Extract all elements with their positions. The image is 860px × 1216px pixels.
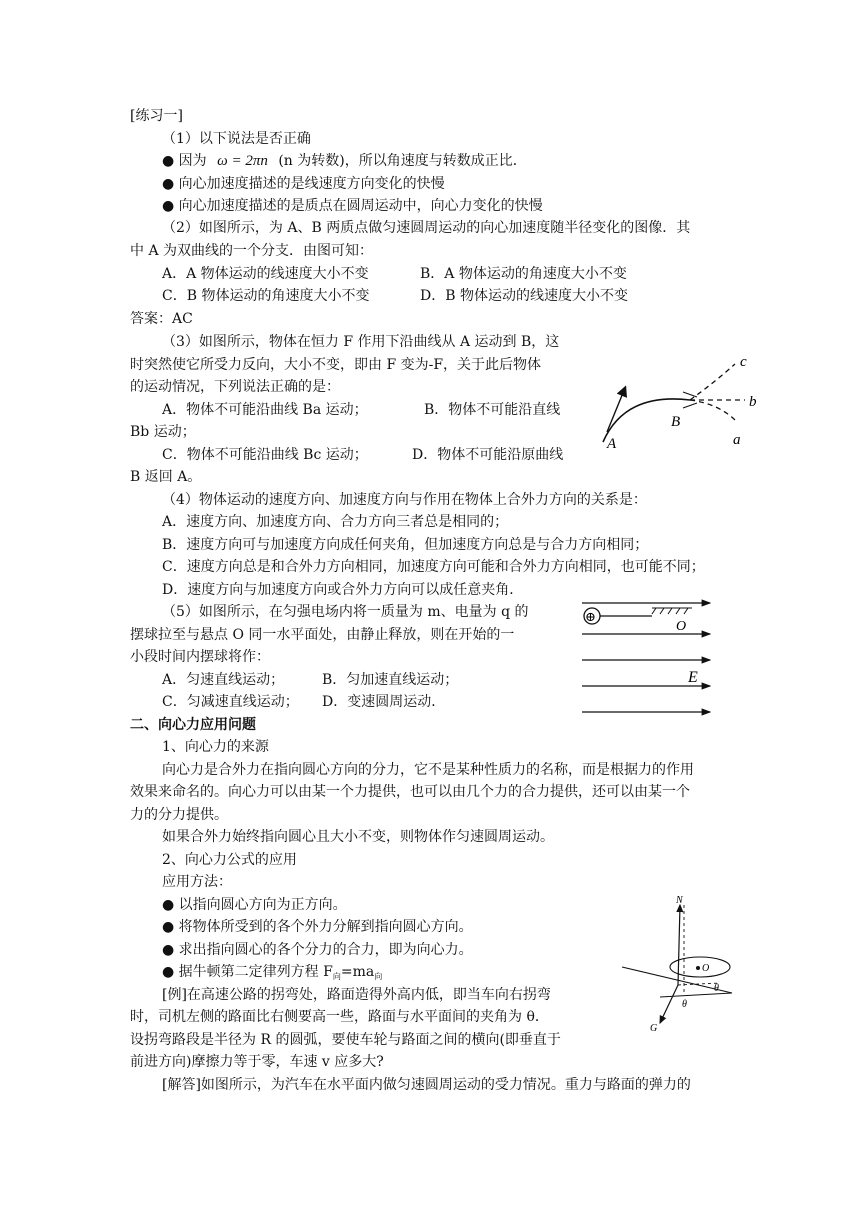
method-step-4-b: =ma xyxy=(340,964,375,980)
subheading-source: 1、向心力的来源 xyxy=(162,739,269,755)
label-a: a xyxy=(733,432,741,448)
paragraph-1-line-2: 效果来命名的。向心力可以由某一个力提供，也可以由几个力的合力提供，还可以由某一个 xyxy=(130,784,690,800)
solution-line-1: [解答]如图所示，为汽车在水平面内做匀速圆周运动的受力情况。重力与路面的弹力的 xyxy=(162,1077,691,1093)
ceiling-hatch xyxy=(652,608,692,614)
q5-option-b: B．匀加速直线运动； xyxy=(322,672,459,688)
question-1-stem: （1）以下说法是否正确 xyxy=(162,131,311,147)
q3-option-a: A．物体不可能沿曲线 Ba 运动； xyxy=(162,402,368,418)
method-step-2: ● 将物体所受到的各个外力分解到指向圆心方向。 xyxy=(162,919,473,935)
example-line-2: 时，司机左侧的路面比右侧要高一些，路面与水平面间的夹角为 θ． xyxy=(130,1009,549,1025)
electric-field-figure xyxy=(572,598,717,718)
omega-formula: ω = 2πn xyxy=(217,153,268,169)
question-5-stem-cont-2: 小段时间内摆球将作： xyxy=(130,649,270,665)
question-3-stem-cont-1: 时突然使它所受力反向，大小不变，即由 F 变为-F，关于此后物体 xyxy=(130,357,542,373)
label-O: O xyxy=(676,619,687,634)
statement-3: ● 向心加速度描述的是质点在圆周运动中，向心力变化的快慢 xyxy=(162,198,543,214)
q2-option-b: B．A 物体运动的角速度大小不变 xyxy=(420,266,627,282)
question-3-stem: （3）如图所示，物体在恒力 F 作用下沿曲线从 A 运动到 B，这 xyxy=(162,334,560,350)
method-step-4-a: ● 据牛顿第二定律列方程 F xyxy=(162,964,333,980)
section-heading-exercise-1: [练习一] xyxy=(130,108,183,124)
question-4-stem: （4）物体运动的速度方向、加速度方向与作用在物体上合外力方向的关系是： xyxy=(162,492,647,508)
q4-option-b: B．速度方向可与加速度方向成任何夹角，但加速度方向总是与合力方向相同； xyxy=(162,537,649,553)
charge-symbol: ⊕ xyxy=(585,609,596,624)
label-N: N xyxy=(676,895,683,906)
paragraph-1-line-3: 力的分力提供。 xyxy=(130,807,228,823)
statement-1-text-a: ● 因为 xyxy=(162,153,207,169)
subscript-1: 向 xyxy=(332,972,341,981)
method-step-4 xyxy=(162,962,382,987)
normal-force xyxy=(678,905,680,985)
q3-option-b-cont: Bb 运动； xyxy=(130,424,196,440)
q5-option-a: A．匀速直线运动； xyxy=(162,672,285,688)
q2-option-a: A．A 物体运动的线速度大小不变 xyxy=(162,266,369,282)
question-2-stem-cont: 中 A 为双曲线的一个分支．由图可知： xyxy=(130,243,374,259)
question-5-stem: （5）如图所示，在匀强电场内将一质量为 m、电量为 q 的 xyxy=(162,604,529,620)
q3-option-d-cont: B 返回 A。 xyxy=(130,469,202,485)
paragraph-1-line-1: 向心力是合外力在指向圆心方向的分力，它不是某种性质力的名称，而是根据力的作用 xyxy=(162,762,694,778)
method-label: 应用方法： xyxy=(162,874,232,890)
question-5-stem-cont-1: 摆球拉至与悬点 O 同一水平面处，由静止释放，则在开始的一 xyxy=(130,627,515,643)
gravity-force xyxy=(660,985,678,1023)
example-line-1: [例]在高速公路的拐弯处，路面造得外高内低，即当车向右拐弯 xyxy=(162,987,551,1003)
label-B: B xyxy=(671,414,681,430)
statement-1 xyxy=(162,151,527,171)
method-step-3: ● 求出指向圆心的各个分力的合力，即为向心力。 xyxy=(162,942,473,958)
example-line-4: 前进方向)摩擦力等于零，车速 v 应多大? xyxy=(130,1054,384,1070)
q3-option-b: B．物体不可能沿直线 xyxy=(424,402,561,418)
label-theta-2: θ xyxy=(714,983,719,994)
q4-option-c: C．速度方向总是和合外力方向相同，加速度方向可能和合外力方向相同，也可能不同； xyxy=(162,559,705,575)
statement-1-text-b: (n 为转数)，所以角速度与转数成正比． xyxy=(278,153,527,169)
q3-option-d: D．物体不可能沿原曲线 xyxy=(412,447,564,463)
q2-option-c: C．B 物体运动的角速度大小不变 xyxy=(162,288,370,304)
q4-option-d: D．速度方向与加速度方向或合外力方向可以成任意夹角． xyxy=(162,582,524,598)
label-O-car: O xyxy=(702,963,710,974)
label-E: E xyxy=(688,669,698,686)
branch-c xyxy=(690,364,735,400)
center-O xyxy=(696,966,700,970)
curve-motion-figure xyxy=(595,352,770,452)
label-c: c xyxy=(740,354,747,370)
subheading-formula: 2、向心力公式的应用 xyxy=(162,852,297,868)
q2-answer: 答案：AC xyxy=(130,311,193,327)
q5-option-c: C．匀减速直线运动； xyxy=(162,694,299,710)
q2-option-d: D．B 物体运动的线速度大小不变 xyxy=(420,288,628,304)
q4-option-a: A．速度方向、加速度方向、合力方向三者总是相同的； xyxy=(162,514,509,530)
banked-road-figure xyxy=(620,895,740,1035)
question-2-stem: （2）如图所示，为 A、B 两质点做匀速圆周运动的向心加速度随半径变化的图像．其 xyxy=(162,220,691,236)
subscript-2: 向 xyxy=(374,972,383,981)
q3-option-c: C．物体不可能沿曲线 Bc 运动； xyxy=(162,447,368,463)
start-arrow xyxy=(607,388,625,432)
paragraph-2: 如果合外力始终指向圆心且大小不变，则物体作匀速圆周运动。 xyxy=(162,829,554,845)
method-step-1: ● 以指向圆心方向为正方向。 xyxy=(162,897,347,913)
statement-2: ● 向心加速度描述的是线速度方向变化的快慢 xyxy=(162,176,445,192)
q5-option-d: D．变速圆周运动． xyxy=(322,694,446,710)
label-G: G xyxy=(650,1023,658,1034)
section-heading-2: 二、向心力应用问题 xyxy=(130,717,256,733)
label-A: A xyxy=(607,436,617,452)
question-3-stem-cont-2: 的运动情况，下列说法正确的是： xyxy=(130,379,340,395)
example-line-3: 设拐弯路段是半径为 R 的圆弧，要使车轮与路面之间的横向(即垂直于 xyxy=(130,1032,561,1048)
label-theta-1: θ xyxy=(682,999,687,1010)
label-b: b xyxy=(749,394,757,410)
road-surface xyxy=(660,993,732,997)
